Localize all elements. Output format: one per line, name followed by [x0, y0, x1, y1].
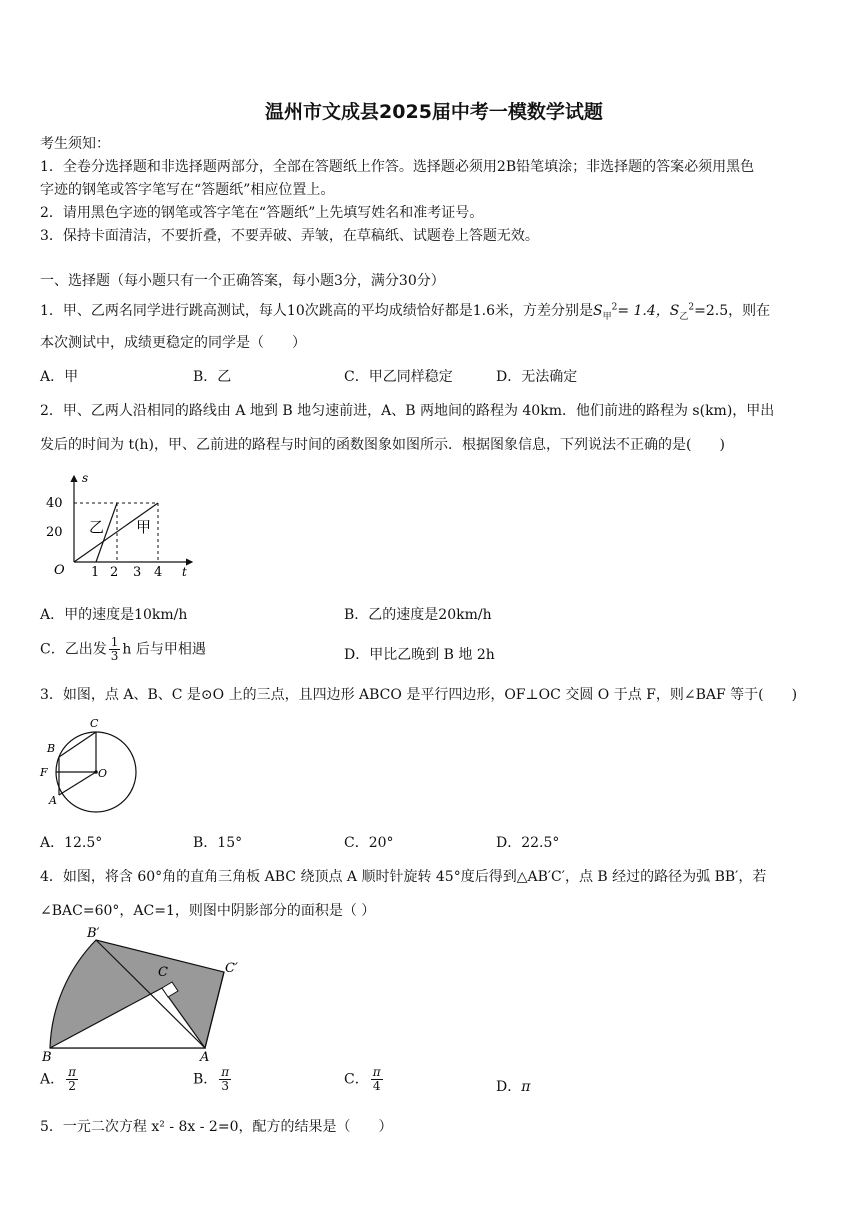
fraction-pi-over-2: $\frac{\pi}{2}$ [68, 1065, 77, 1093]
option-c-prefix: C．乙出发 [40, 641, 107, 658]
option-d[interactable]: D．π [496, 1079, 531, 1095]
question-4-line-2: ∠BAC=60°，AC=1，则图中阴影部分的面积是（ ） [40, 903, 376, 919]
question-2-line-2: 发后的时间为 t(h)，甲、乙前进的路程与时间的函数图象如图所示．根据图象信息，下列说法不正确的是( ) [40, 437, 725, 453]
question-3-line: 3．如图，点 A、B、C 是⊙O 上的三点，且四边形 ABCO 是平行四边形，OF⊥OC 交圆 O 于点 F，则∠BAF 等于( ) [40, 687, 798, 703]
rotation-figure [38, 924, 248, 1064]
notice-item: 字迹的钢笔或答字笔写在“答题纸”相应位置上。 [40, 182, 335, 198]
question-4-line: 4．如图，将含 60°角的直角三角板 ABC 绕顶点 A 顺时针旋转 45°度后得到△AB′C′，点 B 经过的路径为弧 BB′，若 [40, 869, 767, 885]
label-b: B [42, 1050, 52, 1064]
segment-cb [59, 732, 96, 757]
option-c[interactable]: C．甲乙同样稳定 [344, 369, 453, 385]
fraction-pi-over-4: $\frac{\pi}{4}$ [372, 1065, 381, 1093]
circle-figure [38, 712, 148, 817]
option-a[interactable]: A． $\frac{\pi}{2}$ [40, 1065, 77, 1093]
label-c-prime: C′ [225, 961, 238, 976]
variance-yi-subscript: 乙 [679, 311, 689, 322]
label-c: C [158, 965, 168, 980]
question-1-line-2: 本次测试中，成绩更稳定的同学是（ ） [40, 335, 306, 351]
option-a[interactable]: A．12.5° [40, 835, 103, 851]
x-axis-label: t [182, 565, 187, 579]
notice-item: 1．全卷分选择题和非选择题两部分，全部在答题纸上作答。选择题必须用2B铅笔填涂；非选择题的答案必须用黑色 [40, 159, 755, 175]
option-c[interactable]: C．20° [344, 835, 394, 851]
option-d[interactable]: D．甲比乙晚到 B 地 2h [344, 647, 495, 663]
notice-heading: 考生须知： [40, 136, 110, 152]
option-b[interactable]: B．乙的速度是20km/h [344, 607, 492, 623]
label-c: C [90, 717, 99, 730]
option-b[interactable]: B．乙 [193, 369, 232, 385]
question-5-line: 5．一元二次方程 x² - 8x - 2=0，配方的结果是（ ） [40, 1119, 393, 1135]
fraction-one-third: $\frac{1}{3}$ [110, 635, 119, 663]
option-a[interactable]: A．甲 [40, 369, 79, 385]
option-c[interactable]: C． $\frac{\pi}{4}$ [344, 1065, 381, 1093]
y-tick-40: 40 [46, 496, 63, 511]
variance-yi-value: =2.5，则在 [694, 303, 771, 319]
option-d[interactable]: D．22.5° [496, 835, 560, 851]
fraction-pi-over-3: $\frac{\pi}{3}$ [221, 1065, 230, 1093]
label-b: B [47, 742, 56, 755]
label-f: F [40, 766, 48, 779]
origin-label: O [54, 563, 65, 578]
option-b[interactable]: B． $\frac{\pi}{3}$ [193, 1065, 230, 1093]
option-c[interactable] [40, 636, 206, 663]
question-1-line: 1．甲、乙两名同学进行跳高测试，每人10次跳高的平均成绩恰好都是1.6米，方差分别是$S_甲^2= 1.4$，$S_乙^2=2.5$，则在 [40, 302, 771, 322]
question-1-text: 1．甲、乙两名同学进行跳高测试，每人10次跳高的平均成绩恰好都是1.6米，方差分别是 [40, 303, 593, 319]
notice-item: 2．请用黑色字迹的钢笔或答字笔在“答题纸”上先填写姓名和准考证号。 [40, 205, 484, 221]
option-a[interactable]: A．甲的速度是10km/h [40, 607, 188, 623]
variance-jia-symbol: S [592, 303, 603, 319]
segment-ao [59, 772, 96, 795]
section-heading: 一、选择题（每小题只有一个正确答案，每小题3分，满分30分） [40, 273, 445, 289]
label-yi: 乙 [89, 518, 105, 536]
variance-jia-value: = 1.4， [617, 303, 670, 319]
question-2-line: 2．甲、乙两人沿相同的路线由 A 地到 B 地匀速前进，A、B 两地间的路程为 40km．他们前进的路程为 s(km)，甲出 [40, 403, 775, 419]
distance-time-graph [42, 470, 202, 585]
notice-item: 3．保持卡面清洁，不要折叠，不要弄破、弄皱，在草稿纸、试题卷上答题无效。 [40, 228, 539, 244]
y-tick-20: 20 [46, 525, 63, 540]
x-tick-2: 2 [110, 565, 119, 580]
option-c-suffix: h 后与甲相遇 [122, 641, 206, 658]
option-d[interactable]: D．无法确定 [496, 369, 578, 385]
label-a: A [49, 794, 57, 807]
variance-yi-symbol: S [669, 303, 680, 319]
y-axis-label: s [82, 471, 89, 485]
variance-jia-subscript: 甲 [602, 311, 612, 322]
x-tick-4: 4 [154, 565, 163, 580]
x-tick-3: 3 [133, 565, 142, 580]
label-o: O [98, 767, 108, 780]
label-b-prime: B′ [87, 926, 100, 941]
x-tick-1: 1 [91, 565, 100, 580]
page-title: 温州市文成县2025届中考一模数学试题 [265, 101, 603, 123]
option-b[interactable]: B．15° [193, 835, 243, 851]
label-jia: 甲 [136, 518, 152, 536]
label-a: A [200, 1050, 210, 1064]
